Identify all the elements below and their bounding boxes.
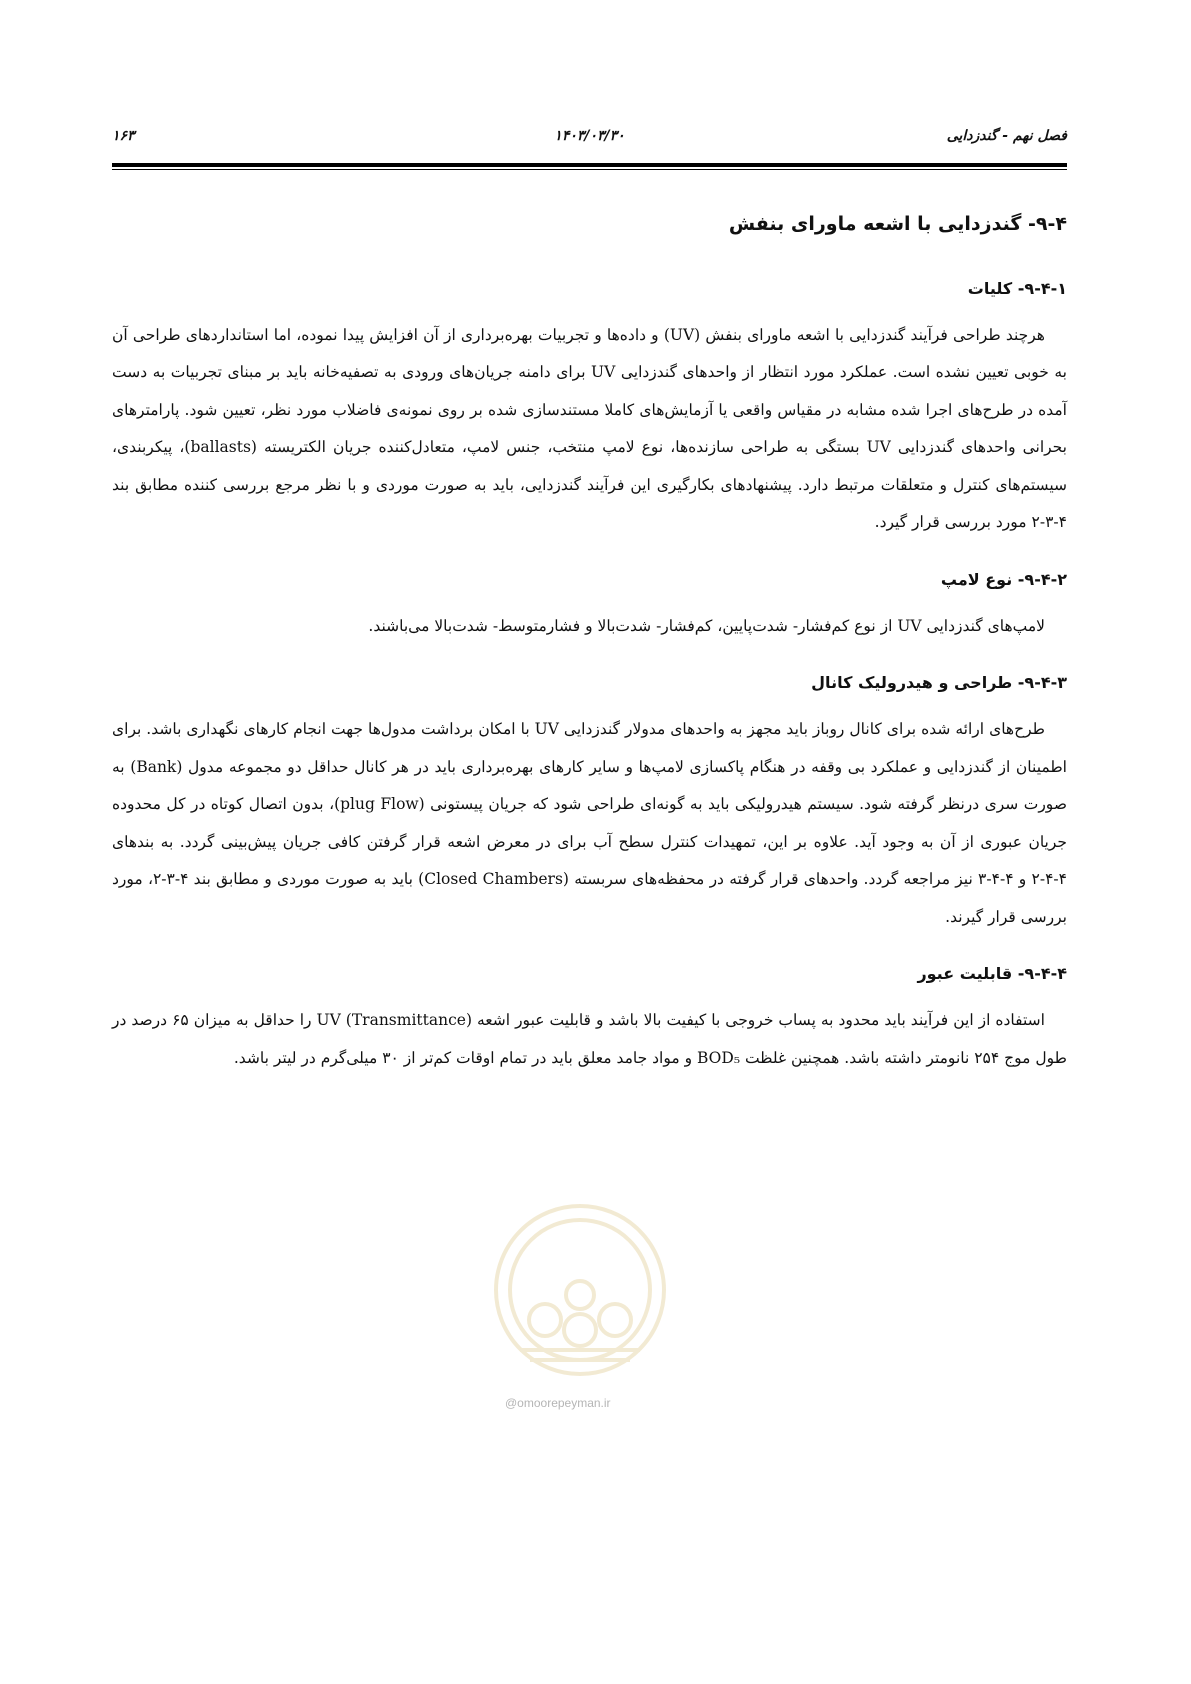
paragraph-general: هرچند طراحی فرآیند گندزدایی با اشعه ماورای بنفش (UV) و داده‌ها و تجربیات بهره‌برداری از آن افزایش پیدا نموده، اما استانداردهای طراحی آن به خوبی تعیین نشده است. عملکرد مورد انتظار از واحدهای گندزدایی UV برای دامنه جریان‌های ورودی به تصفیه‌خانه باید بر مبنای تجربیات به دست آمده در طرح‌های اجرا شده مشابه در مقیاس واقعی یا آزمایش‌های کاملا مستندسازی شده بر روی نمونه‌ی فاضلاب مورد نظر، تعیین شود. پارامترهای بحرانی واحدهای گندزدایی UV بستگی به طراحی سازنده‌ها، نوع لامپ منتخب، جنس لامپ، متعادل‌کننده جریان الکتریسته (ballasts)، پیکربندی، سیستم‌های کنترل و متعلقات مرتبط دارد. پیشنهادهای بکارگیری این فرآیند گندزدایی، باید به صورت موردی و با نظر مرجع بررسی کننده مطابق بند ۴-۳-۲ مورد بررسی قرار گیرد.: [112, 325, 1067, 531]
subsection-title-transmittance: ۹-۴-۴- قابلیت عبور: [917, 964, 1067, 983]
page-header: [112, 128, 1067, 152]
header-divider-thin: [112, 169, 1067, 170]
page-date: ۱۴۰۳/۰۳/۳۰: [554, 128, 625, 144]
section-title: ۹-۴- گندزدایی با اشعه ماورای بنفش: [728, 213, 1067, 235]
paragraph-transmittance: استفاده از این فرآیند باید محدود به پساب خروجی با کیفیت بالا باشد و قابلیت عبور اشعه UV (Transmittance) را حداقل به میزان ۶۵ درصد در طول موج ۲۵۴ نانومتر داشته باشد. همچنین غلظت BOD₅ و مواد جامد معلق باید در تمام اوقات کم‌تر از ۳۰ میلی‌گرم در لیتر باشد.: [112, 1011, 1067, 1067]
paragraph-lamp-type: لامپ‌های گندزدایی UV از نوع کم‌فشار- شدت‌پایین، کم‌فشار- شدت‌بالا و فشارمتوسط- شدت‌بالا می‌باشند.: [368, 616, 1045, 635]
page-number: ۱۶۳: [112, 128, 135, 144]
subsection-title-channel-hydraulics: ۹-۴-۳- طراحی و هیدرولیک کانال: [811, 673, 1067, 692]
header-divider-thick: [112, 163, 1067, 167]
watermark-seal-icon: [490, 1200, 670, 1380]
subsection-title-general: ۹-۴-۱- کلیات: [967, 278, 1067, 298]
watermark-url: @omoorepeyman.ir: [505, 1396, 611, 1410]
chapter-title: فصل نهم - گندزدایی: [946, 128, 1067, 144]
paragraph-channel-hydraulics: طرح‌های ارائه شده برای کانال روباز باید مجهز به واحدهای مدولار گندزدایی UV با امکان برداشت مدول‌ها جهت انجام کارهای نگهداری باشد. برای اطمینان از گندزدایی و عملکرد بی وقفه در هنگام پاکسازی لامپ‌ها و سایر کارهای بهره‌برداری باید در هر کانال حداقل دو مجموعه مدول (Bank) به صورت سری درنظر گرفته شود. سیستم هیدرولیکی باید به گونه‌ای طراحی شود که جریان پیستونی (plug Flow)، بدون اتصال کوتاه در کل محدوده جریان عبوری از آن به وجود آید. علاوه بر این، تمهیدات کنترل سطح آب برای در معرض اشعه قرار گرفتن کافی جریان پیش‌بینی گردد. به بندهای ۴-۴-۲ و ۴-۴-۳ نیز مراجعه گردد. واحدهای قرار گرفته در محفظه‌های سربسته (Closed Chambers) باید به صورت موردی و مطابق بند ۴-۳-۲، مورد بررسی قرار گیرند.: [112, 720, 1067, 926]
subsection-title-lamp-type: ۹-۴-۲- نوع لامپ: [940, 569, 1067, 589]
page-content: [112, 210, 1067, 1103]
